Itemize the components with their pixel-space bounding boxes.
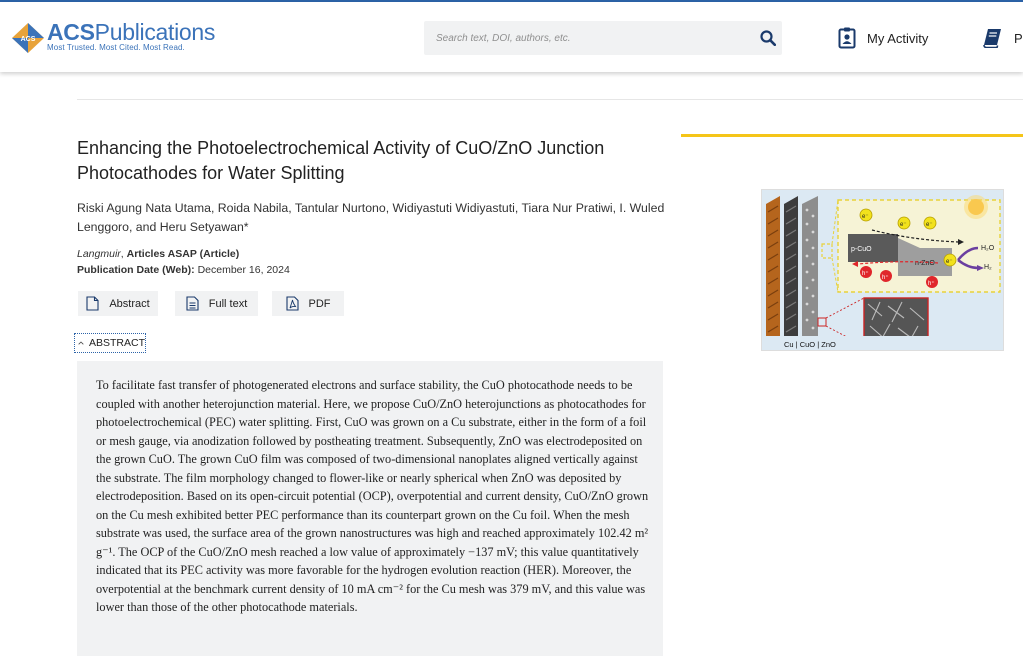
logo-title-rest: Publications (94, 19, 216, 45)
toc-graphic-illustration (762, 190, 1004, 351)
book-icon (982, 28, 1002, 48)
pubdate-label: Publication Date (Web): (77, 264, 195, 276)
document-icon (86, 296, 99, 311)
clipboard-user-icon (838, 27, 856, 49)
full-text-button[interactable] (175, 291, 258, 316)
article-authors[interactable]: Riski Agung Nata Utama, Roida Nabila, Tantular Nurtono, Widiyastuti Widiyastuti, Tiara Nur Pratiwi, I. Wuled Lenggoro, and Heru Setyawan* (77, 201, 665, 234)
logo-tagline: Most Trusted. Most Cited. Most Read. (47, 43, 185, 52)
full-text-button-label: Full text (208, 297, 248, 310)
toc-hole-label-2: h⁺ (882, 275, 889, 281)
abstract-text: To facilitate fast transfer of photogenerated electrons and surface stability, the CuO photocathode needs to be coupled with another heterojunction material. Here, we propose CuO/ZnO heterojunctions as photocathodes for photoelectrochemical (PEC) water splitting. First, CuO was grown on a Cu substrate, either in the form of a foil or mesh gauge, via anodization followed by postheating treatment. Subsequently, ZnO was electrodeposited on the grown CuO. The grown CuO film was composed of two-dimensional nanoplates aligned vertically against the substrate. The film morphology changed to flower-like or nearly spherical when ZnO was deposited by electrodeposition. Based on its open-circuit potential (OCP), overpotential and current density, CuO/ZnO grown on the Cu mesh exhibited better PEC performance than its counterpart grown on the Cu foil. When the mesh substrate was used, the surface area of the grown nanostructures was high and reached approximately 102.42 m² g⁻¹. The OCP of the CuO/ZnO mesh reached a low value of approximately −137 mV; this value quantitatively indicated that its PEC activity was more favorable for the hydrogen evolution reaction (HER). Moreover, the overpotential at the benchmark current density of 10 mA cm⁻² for the Cu mesh was 379 mV, and this value was lower than those of the other photocathode materials. (96, 378, 649, 614)
toc-electron-label-4: e⁻ (946, 259, 953, 265)
toc-electron-label-2: e⁻ (900, 222, 907, 228)
journal-name[interactable]: Langmuir (77, 248, 121, 260)
acs-logo-icon (11, 22, 45, 54)
toc-label-h2o: H₂O (981, 245, 995, 252)
full-text-icon (186, 296, 199, 311)
logo-title-bold: ACS (47, 19, 95, 45)
acs-publications-logo[interactable] (11, 19, 216, 54)
abstract-button[interactable] (78, 291, 158, 316)
toc-hole-label-1: h⁺ (862, 271, 869, 277)
my-activity-link[interactable] (838, 26, 928, 50)
article-title: Enhancing the Photoelectrochemical Activity of CuO/ZnO Junction Photocathodes for Water Splitting (77, 138, 605, 183)
publication-date (77, 264, 290, 276)
toc-graphic[interactable] (761, 189, 1004, 351)
sidebar-accent-line (681, 134, 1023, 137)
pdf-button-label: PDF (308, 297, 331, 310)
search-bar (424, 21, 782, 55)
toc-label-nzno: n-ZnO (915, 260, 935, 267)
abstract-collapse-toggle[interactable] (74, 333, 146, 353)
article-type: Articles ASAP (Article) (126, 248, 240, 260)
toc-electron-label-1: e⁻ (862, 214, 869, 220)
abstract-button-label: Abstract (109, 297, 150, 310)
pdf-button[interactable] (272, 291, 344, 316)
search-input[interactable] (436, 21, 736, 55)
toc-label-h2: H₂ (984, 264, 992, 271)
pubdate-value: December 16, 2024 (194, 264, 290, 276)
toc-caption: Cu | CuO | ZnO (784, 340, 836, 349)
publications-link[interactable] (982, 26, 1023, 50)
site-header (0, 2, 1023, 72)
journal-line (77, 248, 239, 260)
abstract-toggle-label: ABSTRACT (88, 337, 145, 349)
my-activity-label: My Activity (867, 30, 929, 46)
content-divider (77, 99, 1023, 100)
pdf-icon (286, 296, 299, 311)
search-icon[interactable] (760, 30, 776, 46)
logo-title (47, 19, 215, 45)
publications-label: P (1014, 30, 1023, 46)
toc-electron-label-3: e⁻ (926, 222, 933, 228)
logo-badge-text: ACS (20, 36, 36, 43)
toc-hole-label-3: h⁺ (928, 281, 935, 287)
journal-separator: , (120, 248, 127, 260)
chevron-up-icon (78, 340, 84, 346)
toc-label-pcuo: p-CuO (851, 246, 872, 253)
